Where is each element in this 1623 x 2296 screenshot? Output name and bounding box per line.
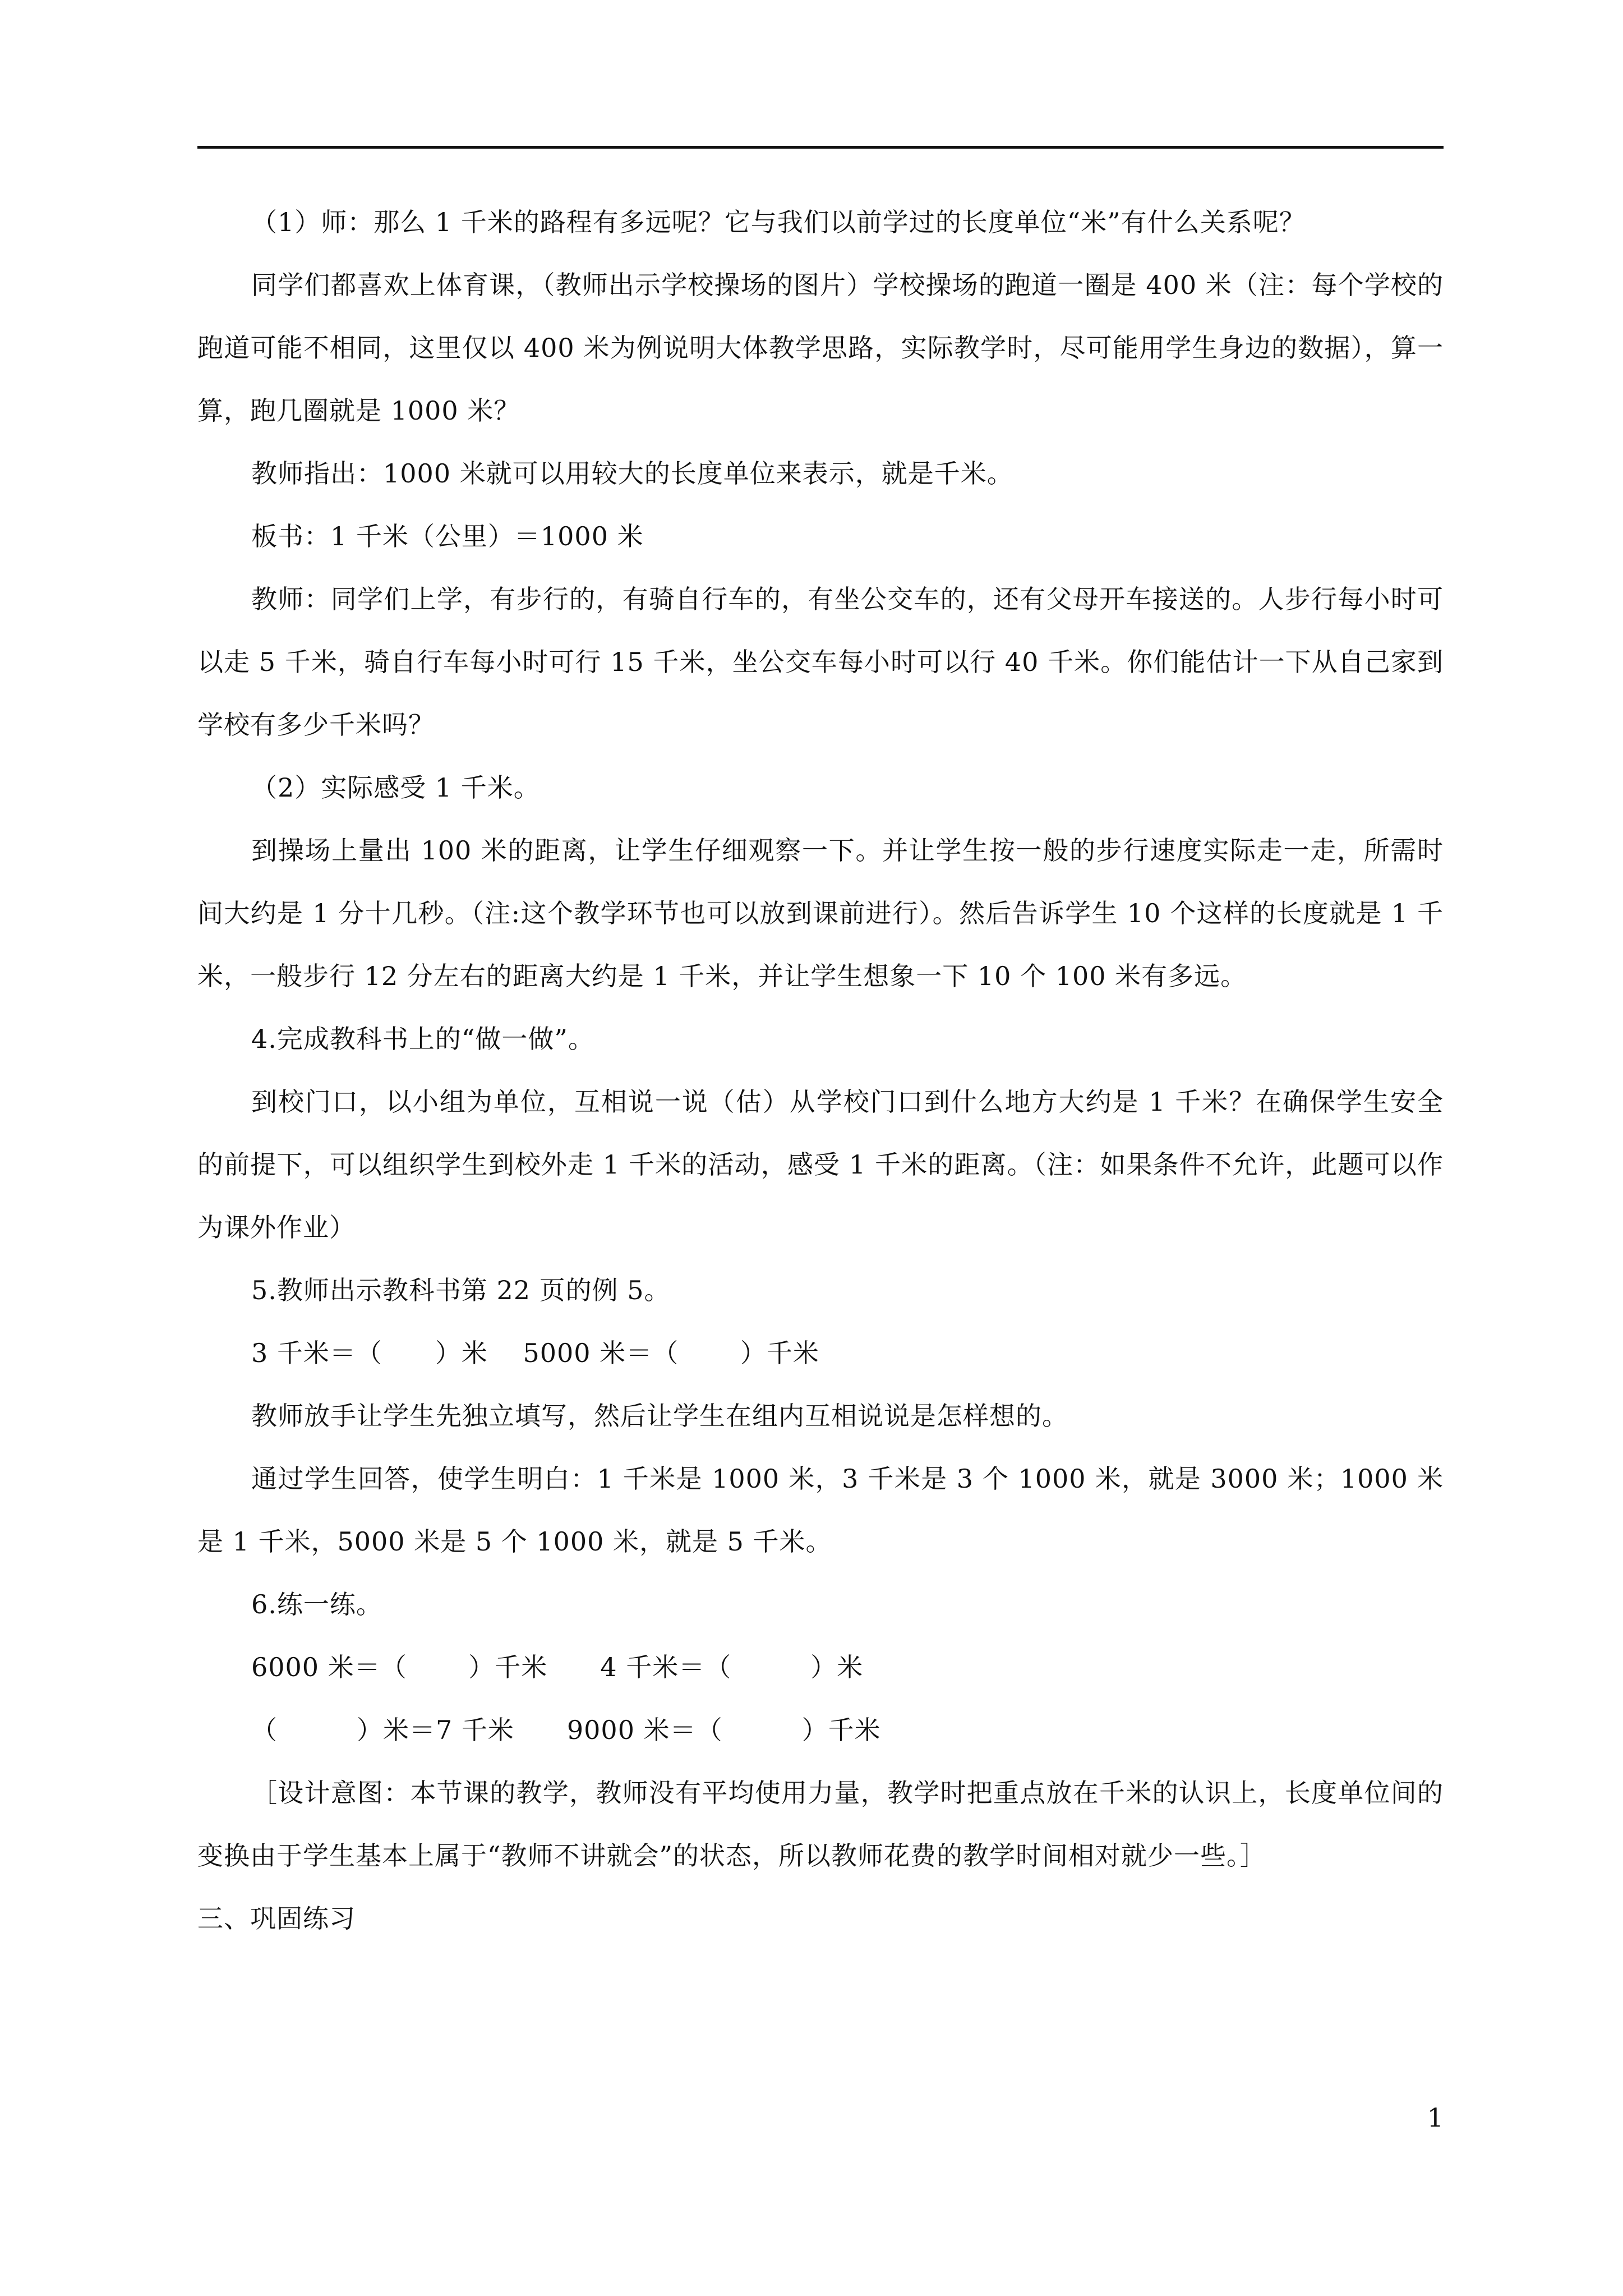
paragraph-student-answers: 通过学生回答，使学生明白：1 千米是 1000 米，3 千米是 3 个 1000 米，就是 3000 米；1000 米是 1 千米，5000 米是 5 个 1000 米，就是 5 千米。 [197, 1464, 1444, 1557]
paragraph-track-400m: 同学们都喜欢上体育课，（教师出示学校操场的图片）学校操场的跑道一圈是 400 米（注：每个学校的跑道可能不相同，这里仅以 400 米为例说明大体教学思路，实际教学时，尽可能用学生身边的数据），算一算，跑几圈就是 1000 米？ [197, 270, 1444, 426]
document-body [197, 191, 1444, 1950]
paragraph-design-intent: ［设计意图：本节课的教学，教师没有平均使用力量，教学时把重点放在千米的认识上，长度单位间的变换由于学生基本上属于“教师不讲就会”的状态，所以教师花费的教学时间相对就少一些。］ [197, 1778, 1444, 1871]
paragraph-question-1km: （1）师：那么 1 千米的路程有多远呢？它与我们以前学过的长度单位“米”有什么关系呢？ [251, 207, 1306, 237]
paragraph-school-gate: 到校门口，以小组为单位，互相说一说（估）从学校门口到什么地方大约是 1 千米？在确保学生安全的前提下，可以组织学生到校外走 1 千米的活动，感受 1 千米的距离。（注：如果条件不允许，此题可以作为课外作业） [197, 1087, 1444, 1243]
header-rule [197, 146, 1444, 149]
section-heading-consolidation: 三、巩固练习 [197, 1903, 356, 1934]
paragraph-feel-1km: （2）实际感受 1 千米。 [251, 772, 540, 803]
paragraph-do-exercise: 4.完成教科书上的“做一做”。 [251, 1024, 594, 1054]
paragraph-blackboard: 板书：1 千米（公里）＝1000 米 [251, 521, 644, 551]
paragraph-commute-speeds: 教师：同学们上学，有步行的，有骑自行车的，有坐公交车的，还有父母开车接送的。人步行每小时可以走 5 千米，骑自行车每小时可行 15 千米，坐公交车每小时可以行 40 千米。你们能估计一下从自己家到学校有多少千米吗？ [197, 584, 1444, 740]
paragraph-teacher-points-out: 教师指出：1000 米就可以用较大的长度单位来表示，就是千米。 [251, 458, 1013, 489]
exercise-line-3: （ ）米＝7 千米 9000 米＝（ ）千米 [251, 1715, 881, 1745]
paragraph-playground-100m: 到操场上量出 100 米的距离，让学生仔细观察一下。并让学生按一般的步行速度实际走一走，所需时间大约是 1 分十几秒。（注:这个教学环节也可以放到课前进行）。然后告诉学生 10 个这样的长度就是 1 千米，一般步行 12 分左右的距离大约是 1 千米，并让学生想象一下 10 个 100 米有多远。 [197, 835, 1444, 991]
paragraph-independent-fill: 教师放手让学生先独立填写，然后让学生在组内互相说说是怎样想的。 [251, 1401, 1068, 1431]
exercise-line-1: 3 千米＝（ ）米 5000 米＝（ ）千米 [251, 1338, 819, 1368]
page-number: 1 [1427, 2102, 1444, 2133]
exercise-line-2: 6000 米＝（ ）千米 4 千米＝（ ）米 [251, 1652, 864, 1682]
paragraph-practice: 6.练一练。 [251, 1589, 382, 1619]
paragraph-example-5: 5.教师出示教科书第 22 页的例 5。 [251, 1275, 671, 1305]
